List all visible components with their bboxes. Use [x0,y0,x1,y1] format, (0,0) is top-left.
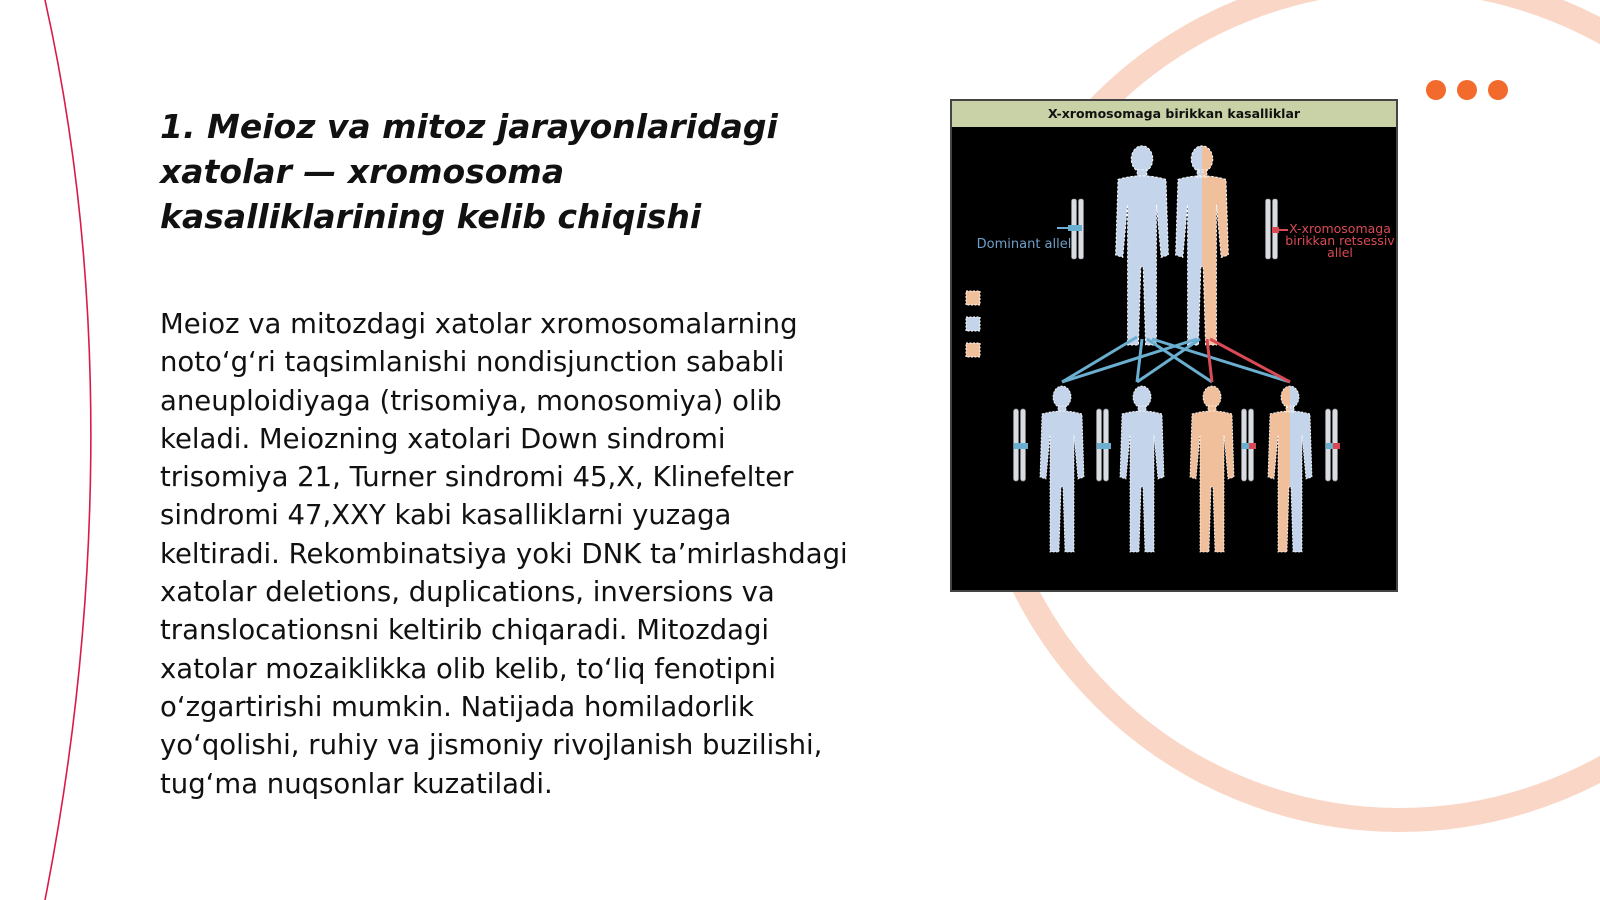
dot-2 [1457,80,1477,100]
inheritance-diagram [950,99,1398,592]
decorative-left-curve [45,0,91,900]
father-figure [1116,146,1169,345]
legend-swatch-blue [966,317,980,331]
slide-title: 1. Meioz va mitoz jarayonlaridagi xatolar — xromosoma kasalliklarining kelib chiqishi [160,107,778,236]
child-3-figure [1190,386,1234,552]
dominant-allel-label: Dominant allel [976,237,1072,252]
dominant-allel-marker [1068,225,1082,231]
legend-swatch-peach [966,291,980,305]
legend-swatch-half [966,343,980,357]
dot-3 [1488,80,1508,100]
mother-figure [1176,146,1229,345]
child-2-figure [1120,386,1164,552]
recessive-allel-label: X-xromosomaga birikkan retsessiv allel [1285,221,1395,260]
child-4-figure [1268,386,1312,552]
recessive-allel-marker [1272,227,1279,233]
figure-title: X-xromosomaga birikkan kasalliklar [952,101,1396,127]
child-1-figure [1040,386,1084,552]
dot-1 [1426,80,1446,100]
pedigree-illustration [952,127,1396,590]
slide-body-text: Meioz va mitozdagi xatolar xromosomalarning noto‘g‘ri taqsimlanishi nondisjunction sababli aneuploidiyaga (trisomiya, monosomiya) olib keladi. Meiozning xatolari Down sindromi trisomiya 21, Turner sindromi 45,X, Klinefelter sindromi 47,XXY kabi kasalliklarni yuzaga keltiradi. Rekombinatsiya yoki DNK ta’mirlashdagi xatolar deletions, duplications, inversions va translocationsni keltirib chiqaradi. Mitozdagi xatolar mozaiklikka olib kelib, to‘liq fenotipni o‘zgartirishi mumkin. Natijada homiladorlik yo‘qolishi, ruhiy va jismoniy rivojlanish buzilishi, tug‘ma nuqsonlar kuzatiladi. [160,308,848,800]
inheritance-arrows-blue [1062,337,1290,382]
menu-dots [1426,80,1508,100]
